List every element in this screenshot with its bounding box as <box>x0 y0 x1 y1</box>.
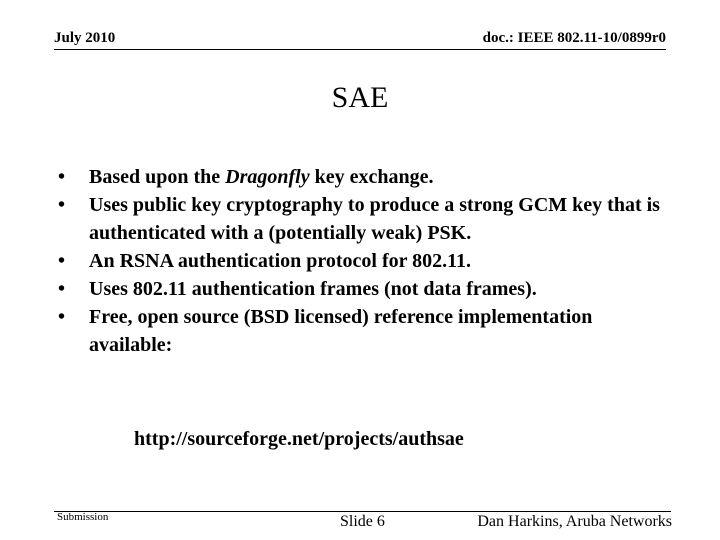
bullet-marker: • <box>58 166 66 188</box>
footer-submission: Submission <box>57 511 109 523</box>
bullet-text: Uses 802.11 authentication frames (not data frames). <box>89 278 537 300</box>
bullet-item-public-key <box>58 191 668 247</box>
bullet-text: An RSNA authentication protocol for 802.11. <box>89 250 472 272</box>
bullet-marker: • <box>58 278 66 300</box>
bullet-marker: • <box>58 306 66 328</box>
bullet-item-open-source <box>58 303 668 359</box>
header-divider <box>54 49 666 50</box>
header-date: July 2010 <box>54 30 116 46</box>
bullet-marker: • <box>58 194 66 216</box>
bullet-marker: • <box>58 250 66 272</box>
bullet-text-before: Based upon the <box>89 166 226 188</box>
header-document-id: doc.: IEEE 802.11-10/0899r0 <box>482 30 666 46</box>
bullet-text-after: key exchange. <box>309 166 434 188</box>
footer-author: Dan Harkins, Aruba Networks <box>477 513 672 530</box>
bullet-list <box>58 163 668 359</box>
bullet-item-dragonfly <box>58 163 668 191</box>
bullet-emphasis: Dragonfly <box>225 166 310 188</box>
bullet-item-frames <box>58 275 668 303</box>
reference-url: http://sourceforge.net/projects/authsae <box>134 428 464 450</box>
footer-slide-number: Slide 6 <box>340 513 385 530</box>
bullet-text: Uses public key cryptography to produce a strong GCM key that is authenticated with a (potentially weak) PSK. <box>89 194 660 244</box>
slide-title: SAE <box>331 81 389 114</box>
bullet-text: Free, open source (BSD licensed) reference implementation available: <box>89 306 593 356</box>
bullet-item-rsna <box>58 247 668 275</box>
